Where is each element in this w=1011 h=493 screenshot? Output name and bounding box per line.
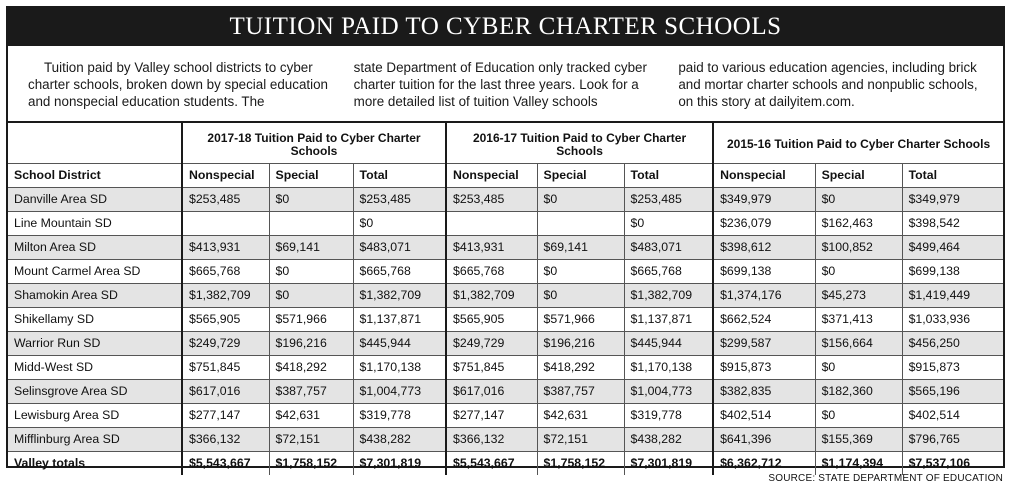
amount-cell: $499,464: [902, 235, 1003, 259]
amount-cell: $182,360: [815, 379, 902, 403]
amount-cell: $699,138: [713, 259, 815, 283]
amount-cell: $0: [815, 187, 902, 211]
amount-cell: $1,374,176: [713, 283, 815, 307]
amount-cell: $0: [269, 283, 353, 307]
graphic-frame: [6, 6, 1005, 471]
table-row: [8, 331, 1003, 355]
amount-cell: $751,845: [446, 355, 537, 379]
amount-cell: $0: [269, 187, 353, 211]
amount-cell: $1,758,152: [269, 451, 353, 475]
amount-cell: $196,216: [269, 331, 353, 355]
amount-cell: $196,216: [537, 331, 624, 355]
amount-cell: $445,944: [624, 331, 713, 355]
amount-cell: $1,382,709: [353, 283, 446, 307]
source-credit: SOURCE: STATE DEPARTMENT OF EDUCATION: [768, 473, 1003, 484]
amount-cell: $236,079: [713, 211, 815, 235]
amount-cell: $319,778: [624, 403, 713, 427]
amount-cell: $418,292: [269, 355, 353, 379]
amount-cell: $402,514: [713, 403, 815, 427]
column-header: Total: [624, 163, 713, 187]
amount-cell: $72,151: [269, 427, 353, 451]
group-header-row: [8, 123, 1003, 163]
amount-cell: $915,873: [902, 355, 1003, 379]
amount-cell: $5,543,667: [182, 451, 269, 475]
amount-cell: $617,016: [182, 379, 269, 403]
amount-cell: [269, 211, 353, 235]
amount-cell: $0: [624, 211, 713, 235]
amount-cell: $0: [537, 187, 624, 211]
amount-cell: $0: [269, 259, 353, 283]
amount-cell: $665,768: [446, 259, 537, 283]
amount-cell: $483,071: [624, 235, 713, 259]
amount-cell: $366,132: [446, 427, 537, 451]
amount-cell: $1,382,709: [624, 283, 713, 307]
amount-cell: $366,132: [182, 427, 269, 451]
intro-column-3: paid to various education agencies, including brick and mortar charter schools and nonpublic schools, on this story at dailyitem.com.: [678, 60, 978, 109]
column-header-row: [8, 163, 1003, 187]
amount-cell: $641,396: [713, 427, 815, 451]
amount-cell: $1,033,936: [902, 307, 1003, 331]
amount-cell: $0: [537, 283, 624, 307]
school-district-cell: Mifflinburg Area SD: [8, 427, 182, 451]
amount-cell: $1,170,138: [624, 355, 713, 379]
school-district-cell: Warrior Run SD: [8, 331, 182, 355]
amount-cell: $565,905: [182, 307, 269, 331]
amount-cell: $438,282: [353, 427, 446, 451]
table-row: [8, 211, 1003, 235]
amount-cell: $1,758,152: [537, 451, 624, 475]
amount-cell: $69,141: [269, 235, 353, 259]
amount-cell: $277,147: [446, 403, 537, 427]
amount-cell: $382,835: [713, 379, 815, 403]
amount-cell: $1,137,871: [353, 307, 446, 331]
amount-cell: $349,979: [713, 187, 815, 211]
amount-cell: $483,071: [353, 235, 446, 259]
amount-cell: $699,138: [902, 259, 1003, 283]
amount-cell: $413,931: [182, 235, 269, 259]
amount-cell: $7,537,106: [902, 451, 1003, 475]
amount-cell: $565,905: [446, 307, 537, 331]
amount-cell: $665,768: [182, 259, 269, 283]
amount-cell: $1,419,449: [902, 283, 1003, 307]
school-district-cell: Valley totals: [8, 451, 182, 475]
school-district-cell: Shikellamy SD: [8, 307, 182, 331]
school-district-cell: Shamokin Area SD: [8, 283, 182, 307]
column-header: Special: [269, 163, 353, 187]
amount-cell: $915,873: [713, 355, 815, 379]
intro-text: [8, 46, 1003, 123]
amount-cell: $418,292: [537, 355, 624, 379]
amount-cell: $277,147: [182, 403, 269, 427]
amount-cell: $299,587: [713, 331, 815, 355]
amount-cell: $796,765: [902, 427, 1003, 451]
amount-cell: $0: [815, 259, 902, 283]
amount-cell: $42,631: [537, 403, 624, 427]
amount-cell: $402,514: [902, 403, 1003, 427]
amount-cell: [446, 211, 537, 235]
amount-cell: $456,250: [902, 331, 1003, 355]
amount-cell: $0: [353, 211, 446, 235]
amount-cell: $1,137,871: [624, 307, 713, 331]
amount-cell: $253,485: [353, 187, 446, 211]
tuition-table: [8, 123, 1003, 475]
amount-cell: $253,485: [446, 187, 537, 211]
amount-cell: $445,944: [353, 331, 446, 355]
group-header-blank: [8, 123, 182, 163]
amount-cell: $0: [537, 259, 624, 283]
amount-cell: $7,301,819: [353, 451, 446, 475]
table-row: [8, 379, 1003, 403]
column-header: Special: [815, 163, 902, 187]
amount-cell: $398,612: [713, 235, 815, 259]
amount-cell: $45,273: [815, 283, 902, 307]
amount-cell: $387,757: [537, 379, 624, 403]
table-row: [8, 355, 1003, 379]
school-district-cell: Line Mountain SD: [8, 211, 182, 235]
amount-cell: $565,196: [902, 379, 1003, 403]
amount-cell: $665,768: [353, 259, 446, 283]
school-district-cell: Danville Area SD: [8, 187, 182, 211]
amount-cell: $156,664: [815, 331, 902, 355]
amount-cell: $387,757: [269, 379, 353, 403]
amount-cell: $253,485: [182, 187, 269, 211]
amount-cell: $42,631: [269, 403, 353, 427]
column-header: Special: [537, 163, 624, 187]
amount-cell: $253,485: [624, 187, 713, 211]
amount-cell: $1,174,394: [815, 451, 902, 475]
intro-column-1: Tuition paid by Valley school districts to cyber charter schools, broken down by special education and nonspecial education students. The: [28, 60, 328, 109]
amount-cell: $751,845: [182, 355, 269, 379]
amount-cell: $0: [815, 355, 902, 379]
totals-row: [8, 451, 1003, 475]
graphic-title: TUITION PAID TO CYBER CHARTER SCHOOLS: [8, 8, 1003, 46]
amount-cell: $571,966: [537, 307, 624, 331]
amount-cell: [537, 211, 624, 235]
amount-cell: $617,016: [446, 379, 537, 403]
group-header-2015-16: 2015-16 Tuition Paid to Cyber Charter Schools: [713, 123, 1003, 163]
school-district-cell: Midd-West SD: [8, 355, 182, 379]
amount-cell: $72,151: [537, 427, 624, 451]
amount-cell: $398,542: [902, 211, 1003, 235]
column-header: Nonspecial: [182, 163, 269, 187]
column-header: Nonspecial: [446, 163, 537, 187]
table-row: [8, 259, 1003, 283]
amount-cell: $571,966: [269, 307, 353, 331]
amount-cell: $162,463: [815, 211, 902, 235]
amount-cell: $1,004,773: [624, 379, 713, 403]
amount-cell: [182, 211, 269, 235]
amount-cell: $1,382,709: [182, 283, 269, 307]
school-district-cell: Lewisburg Area SD: [8, 403, 182, 427]
amount-cell: $1,004,773: [353, 379, 446, 403]
column-header: Nonspecial: [713, 163, 815, 187]
table-row: [8, 403, 1003, 427]
amount-cell: $1,382,709: [446, 283, 537, 307]
column-header: School District: [8, 163, 182, 187]
table-row: [8, 427, 1003, 451]
group-header-2017-18: 2017-18 Tuition Paid to Cyber Charter Schools: [182, 123, 446, 163]
amount-cell: $413,931: [446, 235, 537, 259]
table-row: [8, 307, 1003, 331]
school-district-cell: Selinsgrove Area SD: [8, 379, 182, 403]
table-row: [8, 235, 1003, 259]
group-header-2016-17: 2016-17 Tuition Paid to Cyber Charter Schools: [446, 123, 713, 163]
school-district-cell: Milton Area SD: [8, 235, 182, 259]
table-body: [8, 187, 1003, 475]
column-header: Total: [902, 163, 1003, 187]
amount-cell: $319,778: [353, 403, 446, 427]
amount-cell: $438,282: [624, 427, 713, 451]
school-district-cell: Mount Carmel Area SD: [8, 259, 182, 283]
table-row: [8, 283, 1003, 307]
amount-cell: $249,729: [446, 331, 537, 355]
amount-cell: $155,369: [815, 427, 902, 451]
table-row: [8, 187, 1003, 211]
amount-cell: $0: [815, 403, 902, 427]
column-header: Total: [353, 163, 446, 187]
amount-cell: $249,729: [182, 331, 269, 355]
amount-cell: $7,301,819: [624, 451, 713, 475]
amount-cell: $69,141: [537, 235, 624, 259]
amount-cell: $349,979: [902, 187, 1003, 211]
amount-cell: $6,362,712: [713, 451, 815, 475]
amount-cell: $1,170,138: [353, 355, 446, 379]
amount-cell: $662,524: [713, 307, 815, 331]
amount-cell: $371,413: [815, 307, 902, 331]
amount-cell: $100,852: [815, 235, 902, 259]
amount-cell: $665,768: [624, 259, 713, 283]
intro-column-2: state Department of Education only tracked cyber charter tuition for the last three years. Look for a more detailed list of tuition Valley schools: [353, 60, 647, 109]
amount-cell: $5,543,667: [446, 451, 537, 475]
